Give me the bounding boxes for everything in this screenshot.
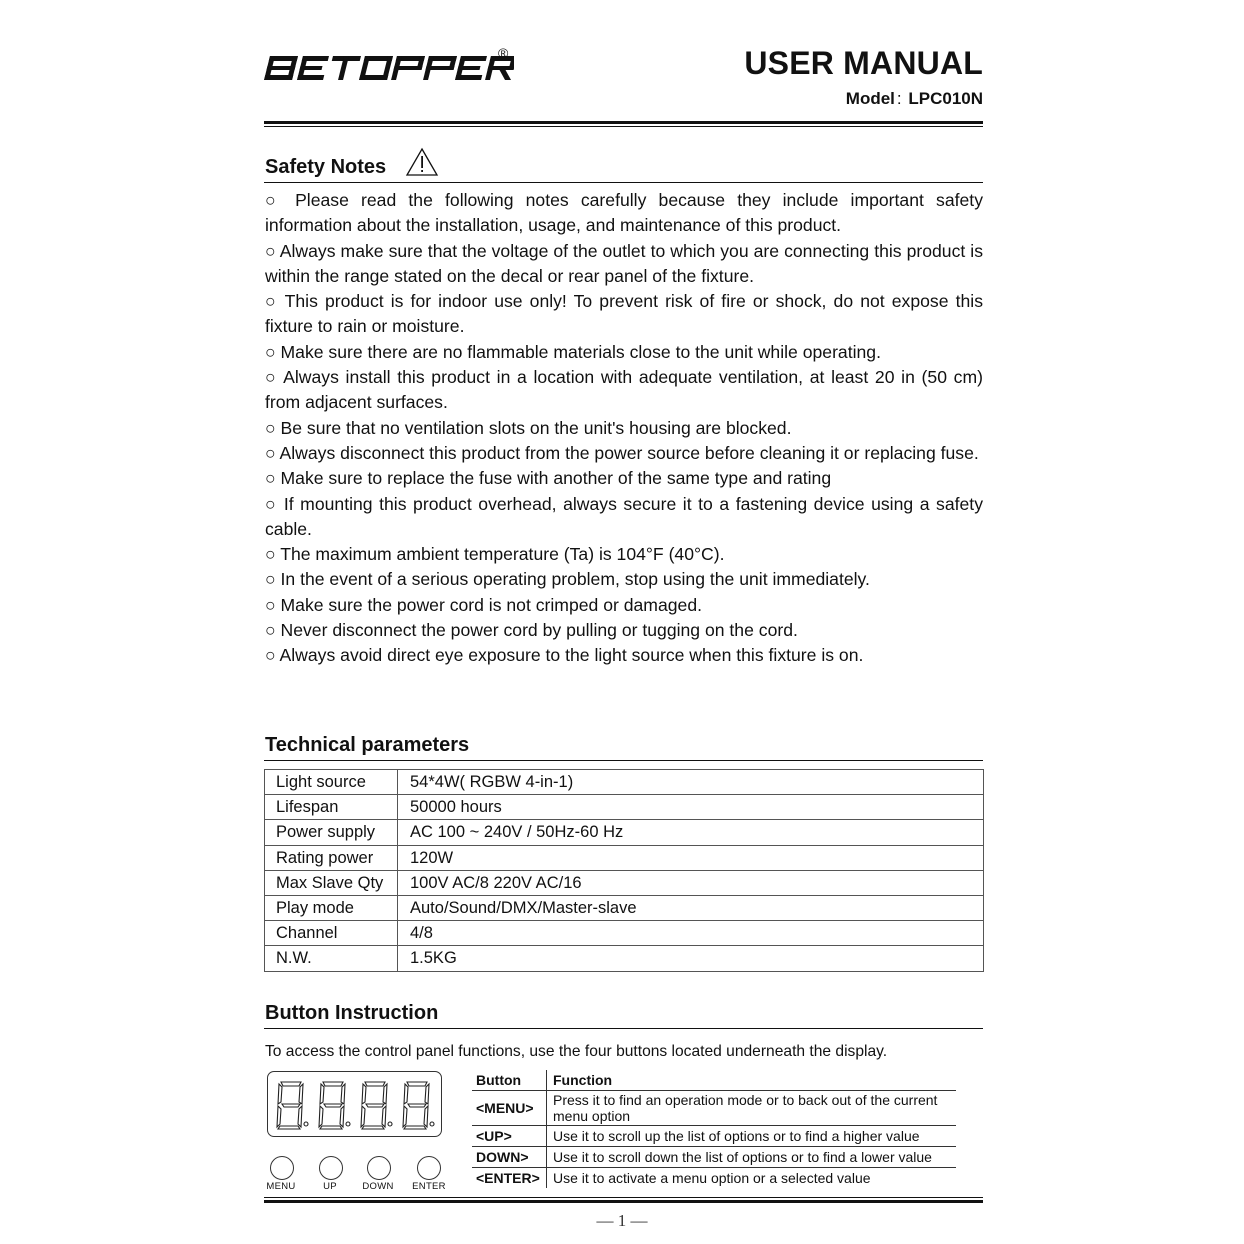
model-line [846, 89, 983, 109]
menu-button-label: MENU [266, 1181, 296, 1192]
technical-parameters-title: Technical parameters [265, 734, 470, 756]
button-function: Use it to activate a menu option or a selected value [547, 1168, 957, 1189]
safety-notes-list [265, 188, 983, 669]
table-row [472, 1147, 956, 1168]
safety-note: ○ Always avoid direct eye exposure to the light source when this fixture is on. [265, 645, 864, 666]
table-row [265, 770, 984, 795]
param-key: Rating power [265, 845, 398, 870]
safety-note: ○ Be sure that no ventilation slots on the unit's housing are blocked. [265, 417, 792, 438]
param-key: Play mode [265, 895, 398, 920]
button-function: Use it to scroll up the list of options or to find a higher value [547, 1126, 957, 1147]
seven-segment-digits-icon [271, 1080, 441, 1130]
enter-button-icon [417, 1156, 441, 1180]
button-name: <MENU> [472, 1091, 547, 1126]
table-row [265, 895, 984, 920]
registered-mark: ® [498, 45, 509, 61]
safety-notes-title: Safety Notes [265, 156, 387, 178]
safety-note: ○ This product is for indoor use only! To prevent risk of fire or shock, do not expose this fixture to rain or moisture. [265, 291, 983, 337]
table-row [265, 946, 984, 971]
header-rule-thick [264, 121, 983, 124]
safety-note: ○ The maximum ambient temperature (Ta) is 104°F (40°C). [265, 544, 725, 565]
table-row [265, 820, 984, 845]
table-header-row [472, 1070, 956, 1091]
technical-parameters-table [264, 769, 984, 972]
footer-rule-thin [264, 1197, 983, 1198]
technical-parameters-rule [264, 760, 983, 761]
model-separator: : [896, 89, 902, 108]
safety-note: ○ Make sure there are no flammable materials close to the unit while operating. [265, 341, 881, 362]
header-rule-thin [264, 126, 983, 127]
table-row [472, 1168, 956, 1189]
safety-note: ○ Make sure the power cord is not crimped or damaged. [265, 594, 702, 615]
safety-notes-rule [264, 182, 983, 183]
warning-triangle-icon [405, 147, 439, 177]
page-number: — 1 — [596, 1211, 648, 1230]
param-key: Power supply [265, 820, 398, 845]
param-key: Max Slave Qty [265, 870, 398, 895]
safety-note: ○ Always make sure that the voltage of the outlet to which you are connecting this product is within the range stated on the decal or rear panel of the fixture. [265, 240, 983, 286]
safety-note: ○ Always disconnect this product from the power source before cleaning it or replacing fuse. [265, 442, 979, 463]
down-button-icon [367, 1156, 391, 1180]
footer-rule-thick [264, 1200, 983, 1203]
up-button-label: UP [323, 1181, 337, 1192]
safety-note: ○ Make sure to replace the fuse with another of the same type and rating [265, 468, 832, 489]
param-key: Lifespan [265, 795, 398, 820]
table-row [265, 795, 984, 820]
param-value: 120W [398, 845, 984, 870]
param-value: AC 100 ~ 240V / 50Hz-60 Hz [398, 820, 984, 845]
button-function-table [472, 1070, 956, 1188]
param-value: Auto/Sound/DMX/Master-slave [398, 895, 984, 920]
param-key: N.W. [265, 946, 398, 971]
button-function: Press it to find an operation mode or to back out of the current menu option [547, 1091, 957, 1126]
function-column-header: Function [547, 1070, 957, 1091]
safety-note: ○ In the event of a serious operating problem, stop using the unit immediately. [265, 569, 870, 590]
table-row [265, 921, 984, 946]
enter-button-label: ENTER [412, 1181, 446, 1192]
button-instruction-title: Button Instruction [265, 1002, 439, 1024]
safety-note: ○ Never disconnect the power cord by pulling or tugging on the cord. [265, 620, 798, 641]
button-instruction-intro: To access the control panel functions, use the four buttons located underneath the display. [265, 1043, 888, 1060]
safety-note: ○ Always install this product in a location with adequate ventilation, at least 20 in (50 cm) from adjacent surfaces. [265, 367, 983, 413]
menu-button-icon [270, 1156, 294, 1180]
model-value: LPC010N [908, 89, 983, 108]
param-value: 50000 hours [398, 795, 984, 820]
param-value: 54*4W( RGBW 4-in-1) [398, 770, 984, 795]
up-button-icon [319, 1156, 343, 1180]
table-row [265, 845, 984, 870]
document-title: USER MANUAL [744, 45, 983, 81]
table-row [472, 1091, 956, 1126]
param-key: Channel [265, 921, 398, 946]
param-value: 4/8 [398, 921, 984, 946]
safety-note: ○ Please read the following notes carefully because they include important safety information about the installation, usage, and maintenance of this product. [265, 190, 983, 236]
button-instruction-rule [264, 1028, 983, 1029]
param-value: 1.5KG [398, 946, 984, 971]
button-column-header: Button [472, 1070, 547, 1091]
param-value: 100V AC/8 220V AC/16 [398, 870, 984, 895]
button-function: Use it to scroll down the list of options or to find a lower value [547, 1147, 957, 1168]
table-row [472, 1126, 956, 1147]
safety-note: ○ If mounting this product overhead, always secure it to a fastening device using a safety cable. [265, 493, 983, 539]
button-name: <UP> [472, 1126, 547, 1147]
down-button-label: DOWN [362, 1181, 394, 1192]
table-row [265, 870, 984, 895]
model-label: Model [845, 89, 895, 108]
brand-logo [264, 48, 514, 84]
button-name: DOWN> [472, 1147, 547, 1168]
button-name: <ENTER> [472, 1168, 547, 1189]
param-key: Light source [265, 770, 398, 795]
